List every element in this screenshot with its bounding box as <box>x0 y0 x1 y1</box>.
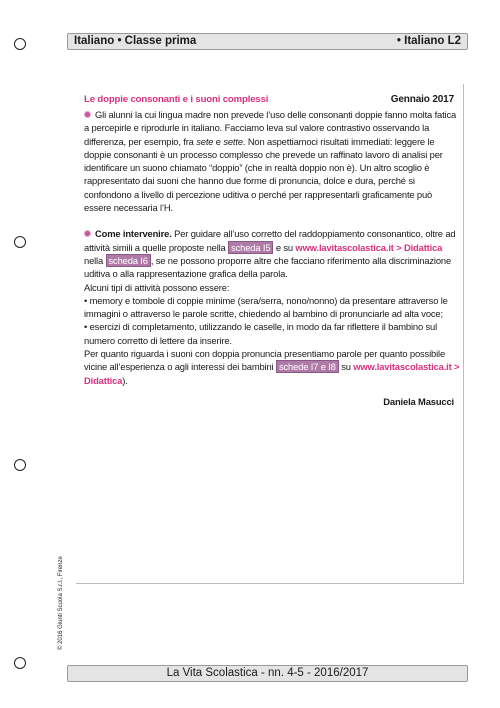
page-footer: La Vita Scolastica - nn. 4-5 - 2016/2017 <box>67 665 468 682</box>
article-date: Gennaio 2017 <box>390 94 454 105</box>
list-item: • memory e tombole di coppie minime (sera/serra, nono/nonno) da presentare attraverso le immagini o attraverso le parole scritte, chiedendo al bambino di pronunciarle ad alta voce; <box>84 294 448 320</box>
header-subject: Italiano • Classe prima <box>74 35 197 47</box>
website-link[interactable]: www.lavitascolastica.it > Didattica <box>295 241 443 253</box>
binder-hole <box>14 38 26 50</box>
subheading: Come intervenire. <box>95 228 172 240</box>
scheda-tag: schede I7 e I8 <box>276 360 339 373</box>
binder-hole <box>14 236 26 248</box>
page-header <box>67 33 468 50</box>
website-link[interactable]: www.lavitascolastica.it > Didattica <box>84 361 460 386</box>
article-title: Le doppie consonanti e i suoni complessi <box>84 94 269 105</box>
author-signature: Daniela Masucci <box>383 395 454 407</box>
scheda-tag: scheda I6 <box>106 254 151 267</box>
paragraph-activities-intro: Alcuni tipi di attività possono essere: <box>84 281 230 293</box>
article <box>84 93 460 408</box>
paragraph-intro: Gli alunni la cui lingua madre non prevede l’uso delle consonanti doppie fanno molta fatica a percepirle e riprodurle in italiano. Facciamo leva sul valore contrastivo osservando la differenza, per esempio, fra sete e sette. Non aspettiamoci risultati immediati: leggere le doppie consonanti è un processo complesso che prevede un raffinato lavoro di analisi per identificare un suono chiamato “doppio” (che in realtà doppio non è). Un altro scoglio è rappresentato dai suoni che hanno due forme di pronuncia, dolce e dura, perché si confondono a livello di percezione uditiva o perché per rappresentarli graficamente può essere necessaria l’H. <box>84 109 457 214</box>
header-section: • Italiano L2 <box>396 35 461 47</box>
list-item: • esercizi di completamento, utilizzando le caselle, in modo da far riflettere il bambino sul numero corretto di lettere da inserire. <box>84 321 438 346</box>
bullet-icon <box>84 111 91 118</box>
paragraph-come-intervenire: Come intervenire. Per guidare all’uso corretto del raddoppiamento consonantico, oltre ad attività simili a quelle proposte nella scheda I5 e su www.lavitascolastica.it > Didattica nella scheda I6 , se ne possono proporre altre che facciano riferimento alla discriminazione uditiva o alla rappresentazione grafica della parola. <box>84 228 456 280</box>
paragraph-double-sounds: Per quanto riguarda i suoni con doppia pronuncia presentiamo parole per quanto possibile vicine all’esperienza o agli interessi dei bambini schede I7 e I8 su www.lavitascolastica.it > Didattica). <box>84 348 460 386</box>
scheda-tag: scheda I5 <box>228 241 273 254</box>
copyright-note: © 2016 Giunti Scuola S.r.l., Firenze <box>58 556 64 650</box>
bullet-icon <box>84 230 91 237</box>
binder-hole <box>14 459 26 471</box>
binder-hole <box>14 657 26 669</box>
